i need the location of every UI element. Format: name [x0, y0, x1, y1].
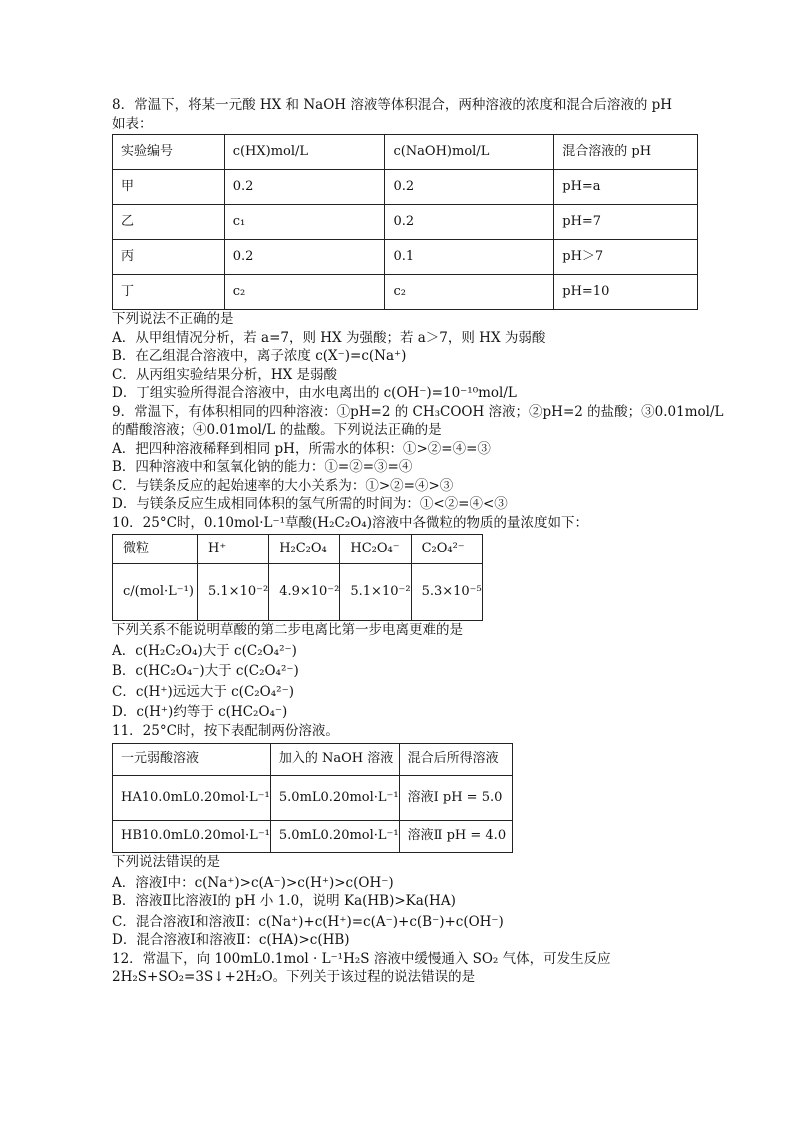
table-header-row [113, 535, 483, 564]
document-page [112, 96, 724, 987]
q8-option-d: D．丁组实验所得混合溶液中，由水电离出的 c(OH⁻)=10⁻¹⁰mol/L [112, 385, 517, 401]
table-cell: HB10.0mL0.20mol·L⁻¹ [113, 821, 271, 853]
table-cell: c₂ [224, 275, 385, 310]
table-header-row [113, 135, 698, 170]
table-header-cell: H⁺ [198, 535, 269, 564]
table-cell: pH=a [554, 170, 698, 205]
q9-option-d: D．与镁条反应生成相同体积的氢气所需的时间为：①<②=④<③ [112, 496, 508, 512]
table-header-cell: c(NaOH)mol/L [385, 135, 554, 170]
q9-option-b: B．四种溶液中和氢氧化钠的能力：①=②=③=④ [112, 459, 413, 475]
table-row [113, 776, 513, 821]
table-cell: HA10.0mL0.20mol·L⁻¹ [113, 776, 271, 821]
q8-question: 下列说法不正确的是 [112, 311, 234, 327]
q9-option-c: C．与镁条反应的起始速率的大小关系为：①>②=④>③ [112, 477, 454, 494]
q11-table [112, 743, 513, 853]
q9-lead-cont: 的醋酸溶液；④0.01mol/L 的盐酸。下列说法正确的是 [112, 422, 442, 438]
q10-question: 下列关系不能说明草酸的第二步电离比第一步电离更难的是 [112, 622, 463, 638]
table-cell: c₁ [224, 205, 385, 240]
table-cell: 乙 [113, 205, 225, 240]
q8-table [112, 134, 698, 310]
table-cell: pH＞7 [554, 240, 698, 275]
q8-option-c: C．从丙组实验结果分析，HX 是弱酸 [112, 366, 338, 383]
q10-lead: 10．25°C时，0.10mol·L⁻¹草酸(H₂C₂O₄)溶液中各微粒的物质的量浓度如下： [112, 514, 588, 531]
q9-option-a: A．把四种溶液稀释到相同 pH，所需水的体积：①>②=④=③ [112, 440, 491, 457]
q11-option-c: C．混合溶液Ⅰ和溶液Ⅱ：c(Na⁺)+c(H⁺)=c(A⁻)+c(B⁻)+c(OH⁻) [112, 913, 504, 930]
q11-lead: 11．25°C时，按下表配制两份溶液。 [112, 722, 339, 739]
table-header-cell: C₂O₄²⁻ [411, 535, 482, 564]
q11-option-b: B．溶液Ⅱ比溶液Ⅰ的 pH 小 1.0，说明 Ka(HB)>Ka(HA) [112, 893, 456, 909]
table-cell: 甲 [113, 170, 225, 205]
table-cell: 溶液Ⅰ pH = 5.0 [399, 776, 512, 821]
table-header-cell: H₂C₂O₄ [269, 535, 340, 564]
table-cell: 5.0mL0.20mol·L⁻¹ [270, 776, 399, 821]
table-row [113, 564, 483, 621]
q8-lead: 8．常温下，将某一元酸 HX 和 NaOH 溶液等体积混合，两种溶液的浓度和混合后溶液的 pH [112, 97, 673, 113]
table-row [113, 821, 513, 853]
table-cell: pH=7 [554, 205, 698, 240]
table-cell: 4.9×10⁻² [269, 564, 340, 621]
q11-question: 下列说法错误的是 [112, 854, 220, 870]
table-cell: 5.1×10⁻² [340, 564, 411, 621]
q10-option-a: A．c(H₂C₂O₄)大于 c(C₂O₄²⁻) [112, 642, 297, 659]
table-cell: pH=10 [554, 275, 698, 310]
table-cell: 0.2 [224, 170, 385, 205]
q11-option-d: D．混合溶液Ⅰ和溶液Ⅱ：c(HA)>c(HB) [112, 932, 350, 948]
table-cell: 0.1 [385, 240, 554, 275]
q8-option-b: B．在乙组混合溶液中，离子浓度 c(X⁻)=c(Na⁺) [112, 348, 407, 364]
q10-option-b: B．c(HC₂O₄⁻)大于 c(C₂O₄²⁻) [112, 663, 299, 679]
q8-option-a: A．从甲组情况分析，若 a=7，则 HX 为强酸；若 a＞7，则 HX 为弱酸 [112, 329, 546, 346]
table-header-cell: 加入的 NaOH 溶液 [270, 744, 399, 776]
table-cell: 5.1×10⁻² [198, 564, 269, 621]
table-header-cell: 微粒 [113, 535, 198, 564]
table-row [113, 170, 698, 205]
table-cell: 0.2 [385, 205, 554, 240]
table-header-cell: 混合溶液的 pH [554, 135, 698, 170]
table-row [113, 275, 698, 310]
table-cell: 0.2 [224, 240, 385, 275]
q9-lead: 9．常温下，有体积相同的四种溶液：①pH=2 的 CH₃COOH 溶液；②pH=2 的盐酸；③0.01mol/L [112, 403, 724, 420]
q11-option-a: A．溶液Ⅰ中：c(Na⁺)>c(A⁻)>c(H⁺)>c(OH⁻) [112, 874, 394, 891]
table-row [113, 205, 698, 240]
table-header-cell: 混合后所得溶液 [399, 744, 512, 776]
table-cell: 0.2 [385, 170, 554, 205]
table-cell: c₂ [385, 275, 554, 310]
table-cell: c/(mol·L⁻¹) [113, 564, 198, 621]
table-cell: 5.3×10⁻⁵ [411, 564, 482, 621]
table-header-cell: HC₂O₄⁻ [340, 535, 411, 564]
q12-lead: 12．常温下，向 100mL0.1mol · L⁻¹H₂S 溶液中缓慢通入 SO₂ 气体，可发生反应 [112, 950, 611, 967]
q8-lead-cont: 如表： [112, 115, 153, 132]
q10-option-c: C．c(H⁺)远远大于 c(C₂O₄²⁻) [112, 683, 294, 700]
table-cell: 丙 [113, 240, 225, 275]
table-header-row [113, 744, 513, 776]
table-row [113, 240, 698, 275]
table-cell: 丁 [113, 275, 225, 310]
table-cell: 溶液Ⅱ pH = 4.0 [399, 821, 512, 853]
table-cell: 5.0mL0.20mol·L⁻¹ [270, 821, 399, 853]
q10-table [112, 534, 483, 621]
table-header-cell: 实验编号 [113, 135, 225, 170]
table-header-cell: c(HX)mol/L [224, 135, 385, 170]
q10-option-d: D．c(H⁺)约等于 c(HC₂O₄⁻) [112, 704, 288, 720]
q12-lead-cont: 2H₂S+SO₂=3S↓+2H₂O。下列关于该过程的说法错误的是 [112, 969, 476, 985]
table-header-cell: 一元弱酸溶液 [113, 744, 271, 776]
